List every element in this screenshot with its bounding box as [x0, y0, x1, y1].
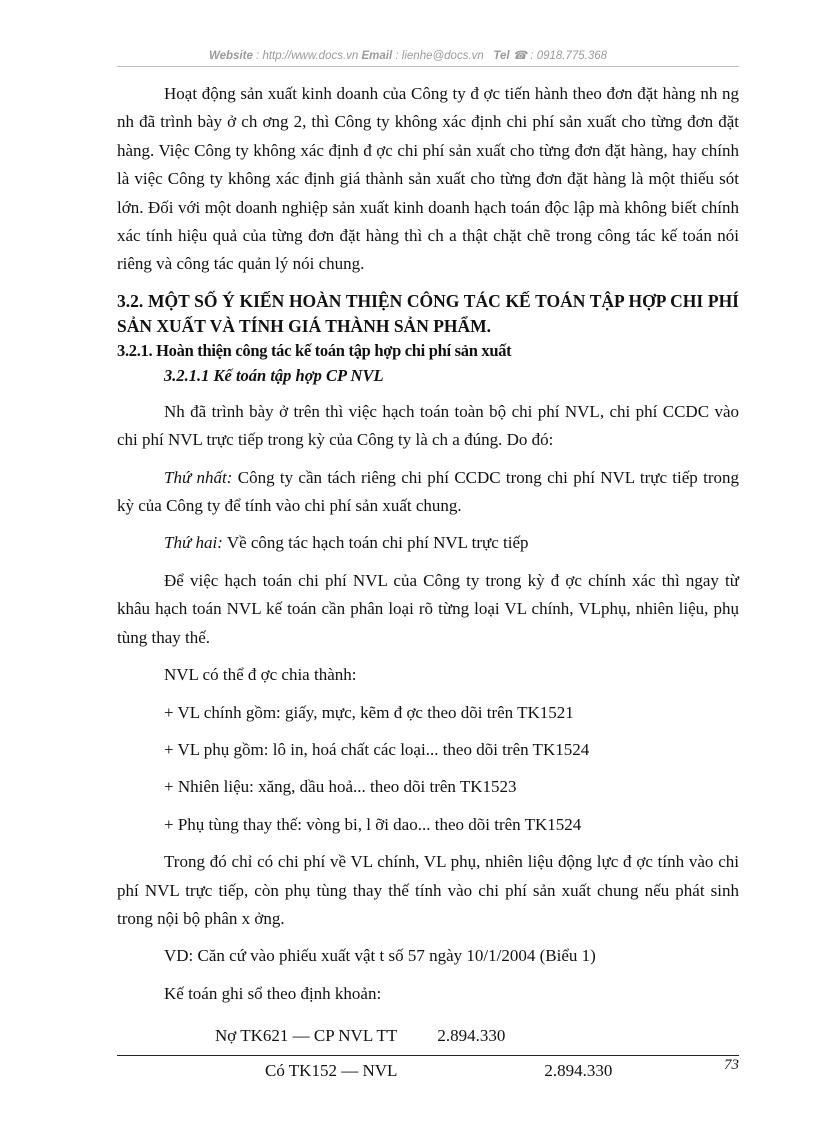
- list-item-main-material: + VL chính gồm: giấy, mực, kẽm đ ợc theo dõi trên TK1521: [164, 702, 574, 722]
- email-separator: :: [392, 50, 402, 62]
- list-item-spare-parts: + Phụ tùng thay thế: vòng bi, l ỡi dao... theo dõi trên TK1524: [164, 814, 582, 834]
- website-separator: :: [252, 50, 263, 62]
- email-value: lienhe@docs.vn: [401, 50, 484, 62]
- second-point-text: Về công tác hạch toán chi phí NVL trực tiếp: [222, 533, 529, 553]
- paragraph-example: VD: Căn cứ vào phiếu xuất vật t số 57 ngày 10/1/2004 (Biểu 1): [164, 946, 596, 966]
- list-item-fuel: + Nhiên liệu: xăng, dầu hoả... theo dõi trên TK1523: [164, 777, 517, 797]
- first-point-lead: Thứ nhất:: [164, 467, 233, 487]
- credit-account: Có TK152 — NVL: [265, 1060, 398, 1080]
- paragraph-nvl-intro: Nh đã trình bày ở trên thì việc hạch toán toàn bộ chi phí NVL, chi phí CCDC vào chi phí NVL trực tiếp trong kỳ của Công ty là ch a đúng. Do đó:: [117, 401, 739, 450]
- paragraph-nvl-split: NVL có thể đ ợc chia thành:: [164, 665, 357, 685]
- subsubsection-heading: 3.2.1.1 Kế toán tập hợp CP NVL: [164, 365, 384, 385]
- page-header: [0, 48, 816, 62]
- second-point-lead: Thứ hai:: [164, 533, 223, 553]
- email-label: Email: [361, 50, 393, 62]
- journal-entry-debit: [117, 1022, 739, 1050]
- header-divider: [117, 66, 739, 67]
- footer-divider: [117, 1055, 739, 1056]
- tel-value: ☎ : 0918.775.368: [509, 50, 608, 62]
- paragraph-cost-allocation: Trong đó chỉ có chi phí về VL chính, VL phụ, nhiên liệu động lực đ ợc tính vào chi phí NVL trực tiếp, còn phụ tùng thay thế tính vào chi phí sản xuất chung nếu phát sinh trong nội bộ phân x ởng.: [117, 852, 739, 928]
- paragraph-journal-note: Kế toán ghi sổ theo định khoản:: [164, 983, 382, 1003]
- debit-account: Nợ TK621 — CP NVL TT: [215, 1026, 398, 1046]
- list-item-aux-material: + VL phụ gồm: lô in, hoá chất các loại... theo dõi trên TK1524: [164, 739, 590, 759]
- website-label: Website: [208, 50, 253, 62]
- first-point-text: Công ty cần tách riêng chi phí CCDC trong chi phí NVL trực tiếp trong kỳ của Công ty để tính vào chi phí sản xuất chung.: [117, 467, 739, 516]
- credit-amount: 2.894.330: [544, 1060, 613, 1080]
- tel-label: Tel: [493, 50, 510, 62]
- intro-paragraph: Hoạt động sản xuất kinh doanh của Công ty đ ợc tiến hành theo đơn đặt hàng nh ng nh đã trình bày ở ch ơng 2, thì Công ty không xác định chi phí sản xuất cho từng đơn đặt hàng. Việc Công ty không xác định đ ợc chi phí sản xuất cho từng đơn đặt hàng, hay chính là việc Công ty không xác định giá thành sản xuất cho từng đơn đặt hàng là một thiếu sót lớn. Đối với một doanh nghiệp sản xuất kinh doanh hạch toán độc lập mà không biết chính xác tính hiệu quả của từng đơn đặt hàng thì ch a thật chặt chẽ trong công tác kế toán nói riêng và công tác quản lý nói chung.: [117, 84, 739, 274]
- subsection-heading: 3.2.1. Hoàn thiện công tác kế toán tập hợp chi phí sản xuất: [117, 340, 512, 360]
- debit-amount: 2.894.330: [437, 1026, 506, 1046]
- paragraph-second-point: [117, 529, 739, 557]
- paragraph-first-point: [117, 464, 739, 521]
- paragraph-classification: Để việc hạch toán chi phí NVL của Công ty trong kỳ đ ợc chính xác thì ngay từ khâu hạch toán NVL kế toán cần phân loại rõ từng loại VL chính, VLphụ, nhiên liệu, phụ tùng thay thế.: [117, 570, 739, 647]
- document-body: [117, 80, 739, 1085]
- page-number: 73: [724, 1057, 739, 1073]
- section-heading: 3.2. MỘT SỐ Ý KIẾN HOÀN THIỆN CÔNG TÁC KẾ TOÁN TẬP HỢP CHI PHÍ SẢN XUẤT VÀ TÍNH GIÁ THÀNH SẢN PHẨM.: [117, 290, 739, 336]
- website-url: http://www.docs.vn: [262, 50, 359, 62]
